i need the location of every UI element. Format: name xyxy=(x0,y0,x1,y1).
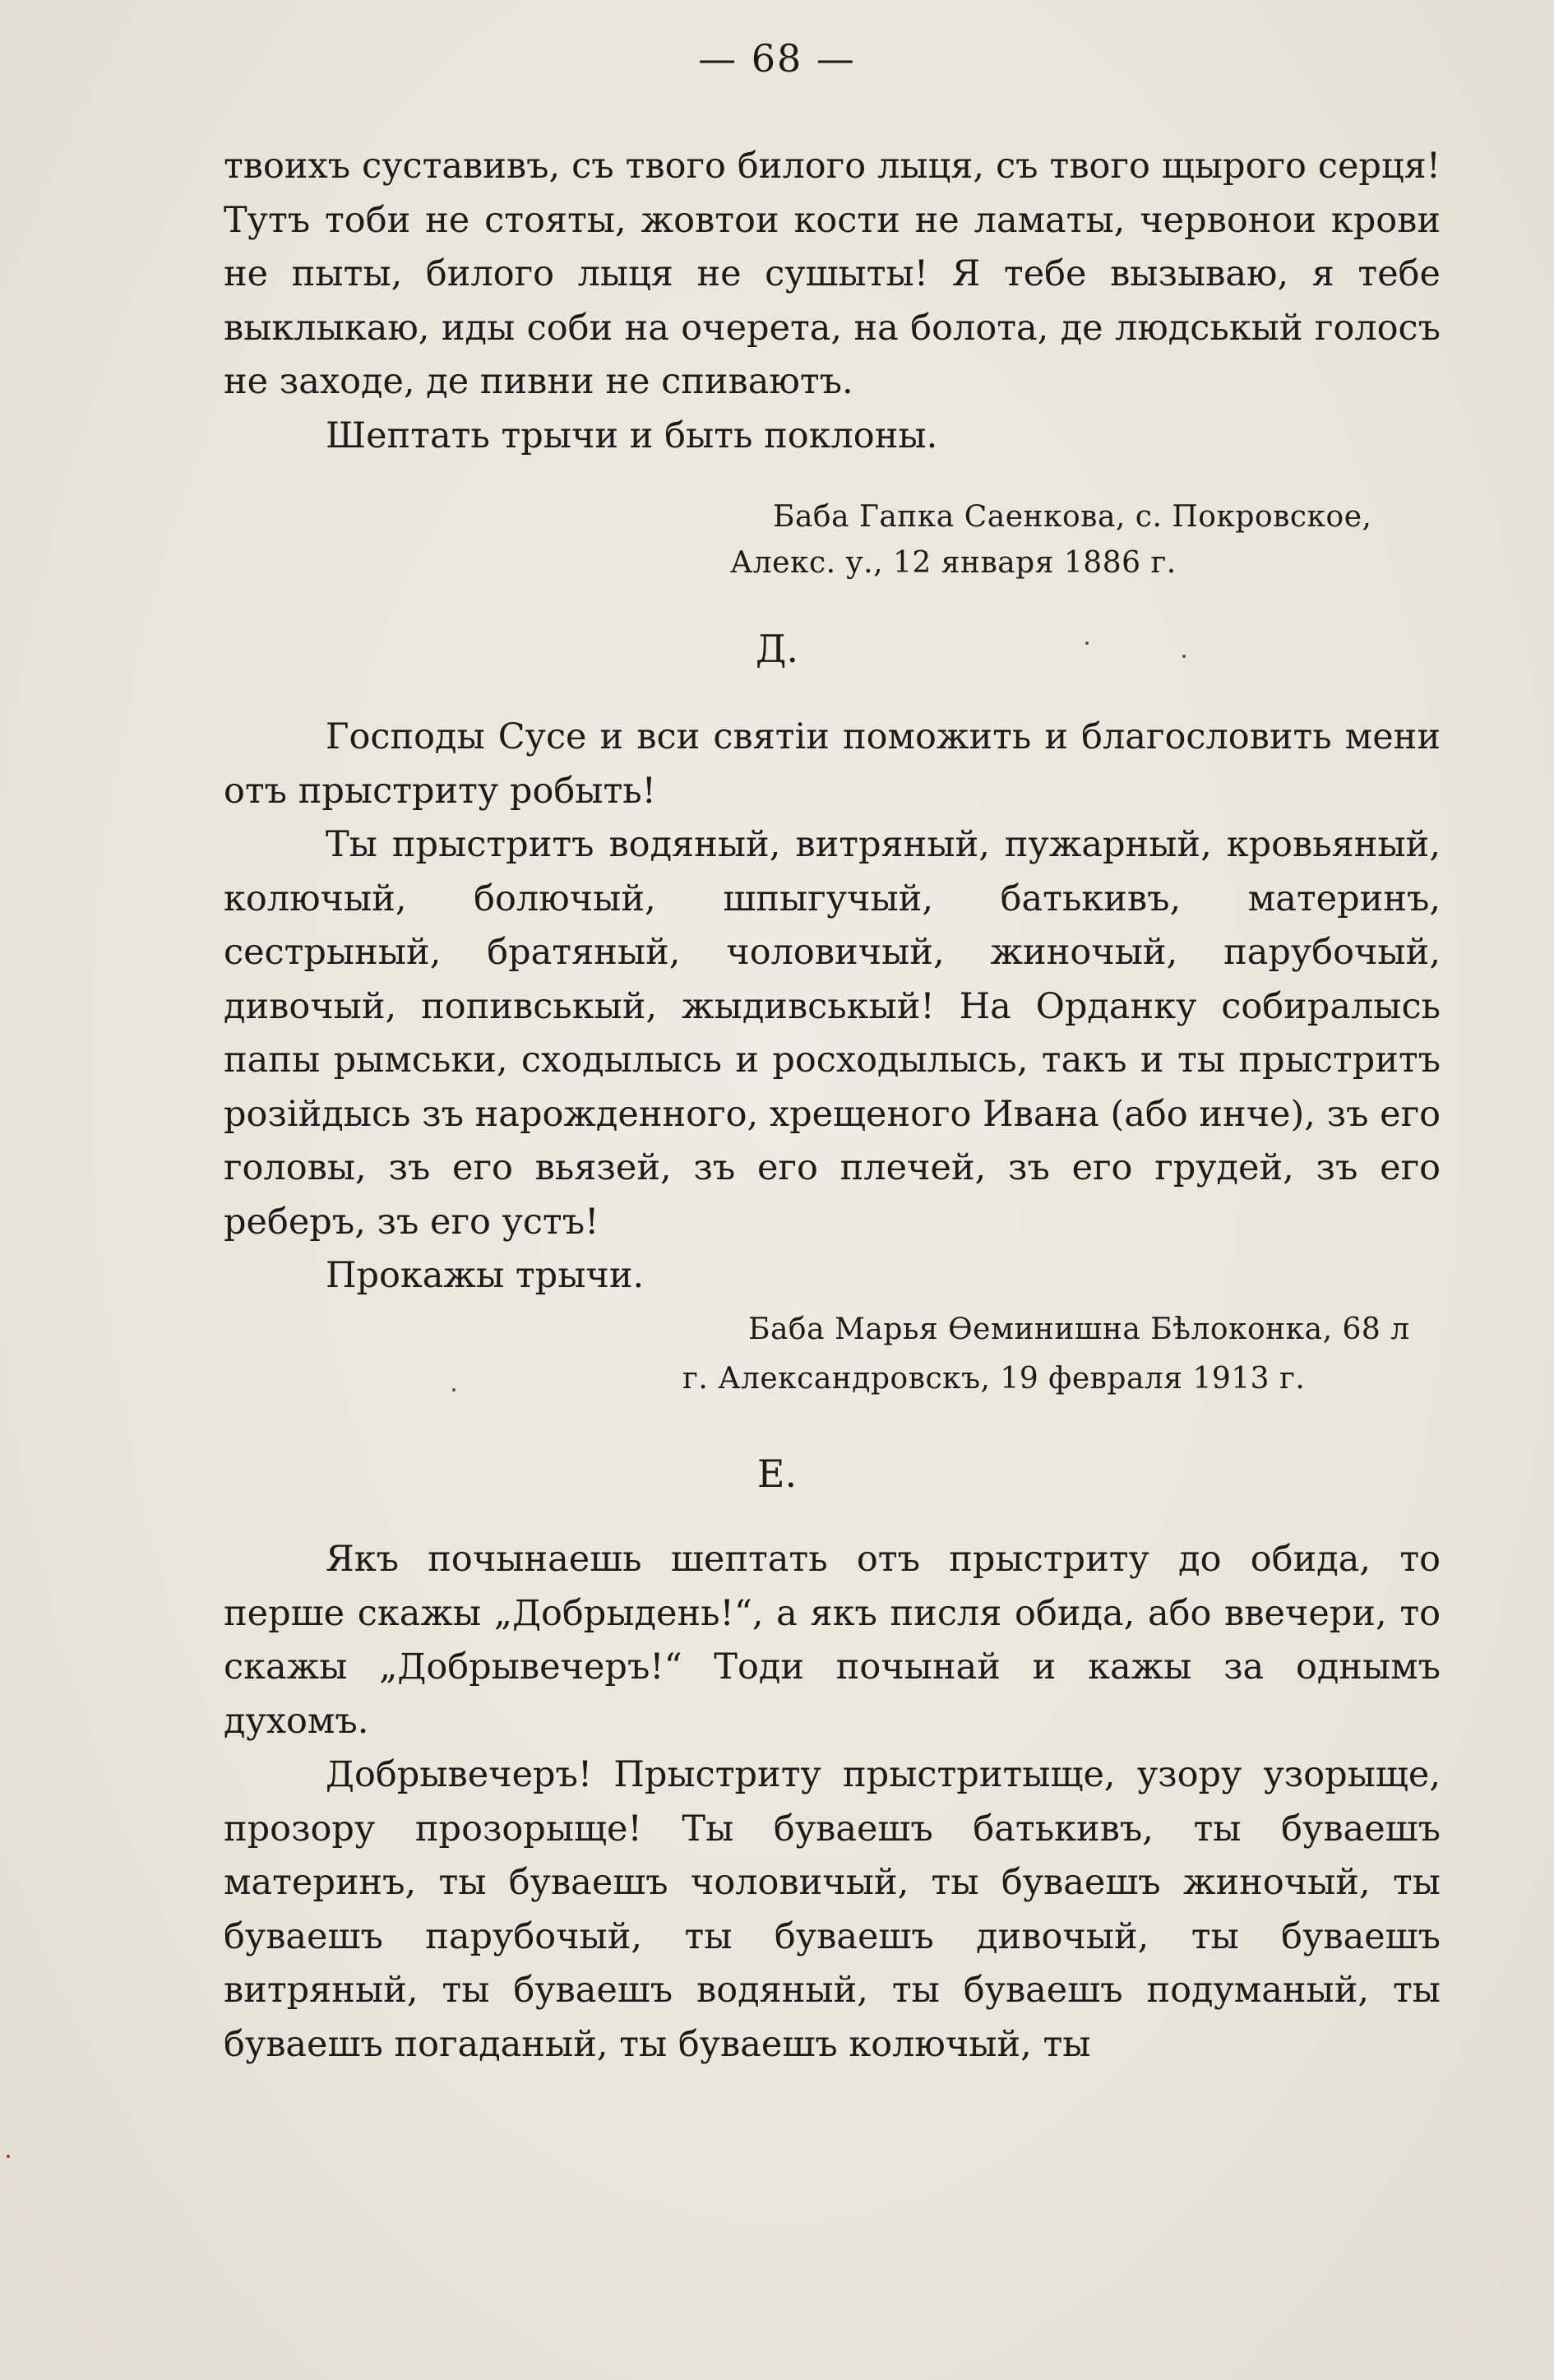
text-block-opening xyxy=(224,140,1441,463)
ink-speck xyxy=(1182,655,1186,658)
paragraph-incantation-end: твоихъ суставивъ, съ твого билого лыця, съ твого щырого серця! Тутъ тоби не стояты, жовтои кости не ламаты, червонои крови не пыты, билого лыця не сушыты! Я тебе вызываю, я тебе выклыкаю, иды соби на очерета, на болота, де людськый голосъ не заходе, де пивни не спиваютъ. xyxy=(224,146,1441,402)
paragraph-instruction-e: Якъ почынаешь шептать отъ прыстриту до обида, то перше скажы „Добрыдень!“, а якъ писля обида, або ввечери, то скажы „Добрывечеръ!“ Тоди почынай и кажы за однымъ духомъ. xyxy=(224,1539,1441,1742)
ink-speck xyxy=(1085,641,1089,645)
section-heading-e: Е. xyxy=(756,1452,798,1496)
text-block-section-e xyxy=(224,1533,1441,2072)
paragraph-prayer: Господы Сусе и вси святіи поможить и благословить мени отъ прыстриту робыть! xyxy=(224,716,1441,812)
paragraph-incantation-e: Добрывечеръ! Прыстриту прыстритыще, узору узорыще, прозору прозорыще! Ты буваешъ батькивъ, ты буваешъ материнъ, ты буваешъ чоловичый, ты буваешъ жиночый, ты буваешъ парубочый, ты буваешъ дивочый, ты буваешъ витряный, ты буваешъ водяный, ты буваешъ подуманый, ты буваешъ погаданый, ты буваешъ колючый, ты xyxy=(224,1754,1441,2065)
ink-speck xyxy=(7,2155,10,2158)
page-number: — 68 — xyxy=(698,36,856,81)
signature-1-line-1: Баба Гапка Саенкова, с. Покровское, xyxy=(773,500,1372,534)
paragraph-incantation-d: Ты прыстритъ водяный, витряный, пужарный, кровьяный, колючый, болючый, шпыгучый, батькивъ, материнъ, сестрыный, братяный, чоловичый, жиночый, парубочый, дивочый, попивськый, жыдивськый! На Орданку собиралысь папы рымськи, сходылысь и росходылысь, такъ и ты прыстритъ розійдысь зъ нарожденного, хрещеного Ивана (або инче), зъ его головы, зъ его вьязей, зъ его плечей, зъ его грудей, зъ его реберъ, зъ его устъ! xyxy=(224,824,1441,1243)
section-heading-d: Д. xyxy=(755,627,799,671)
paragraph-instruction: Шептать трычи и быть поклоны. xyxy=(326,414,938,456)
ink-speck xyxy=(452,1388,456,1391)
signature-2-line-1: Баба Марья Ѳеминишна Бѣлоконка, 68 л xyxy=(748,1313,1410,1346)
signature-2-line-2: г. Александровскъ, 19 февраля 1913 г. xyxy=(682,1362,1306,1396)
text-block-section-d xyxy=(224,711,1441,1303)
paragraph-instruction-d: Прокажы трычи. xyxy=(326,1255,645,1296)
signature-1-line-2: Алекс. у., 12 января 1886 г. xyxy=(730,546,1177,580)
